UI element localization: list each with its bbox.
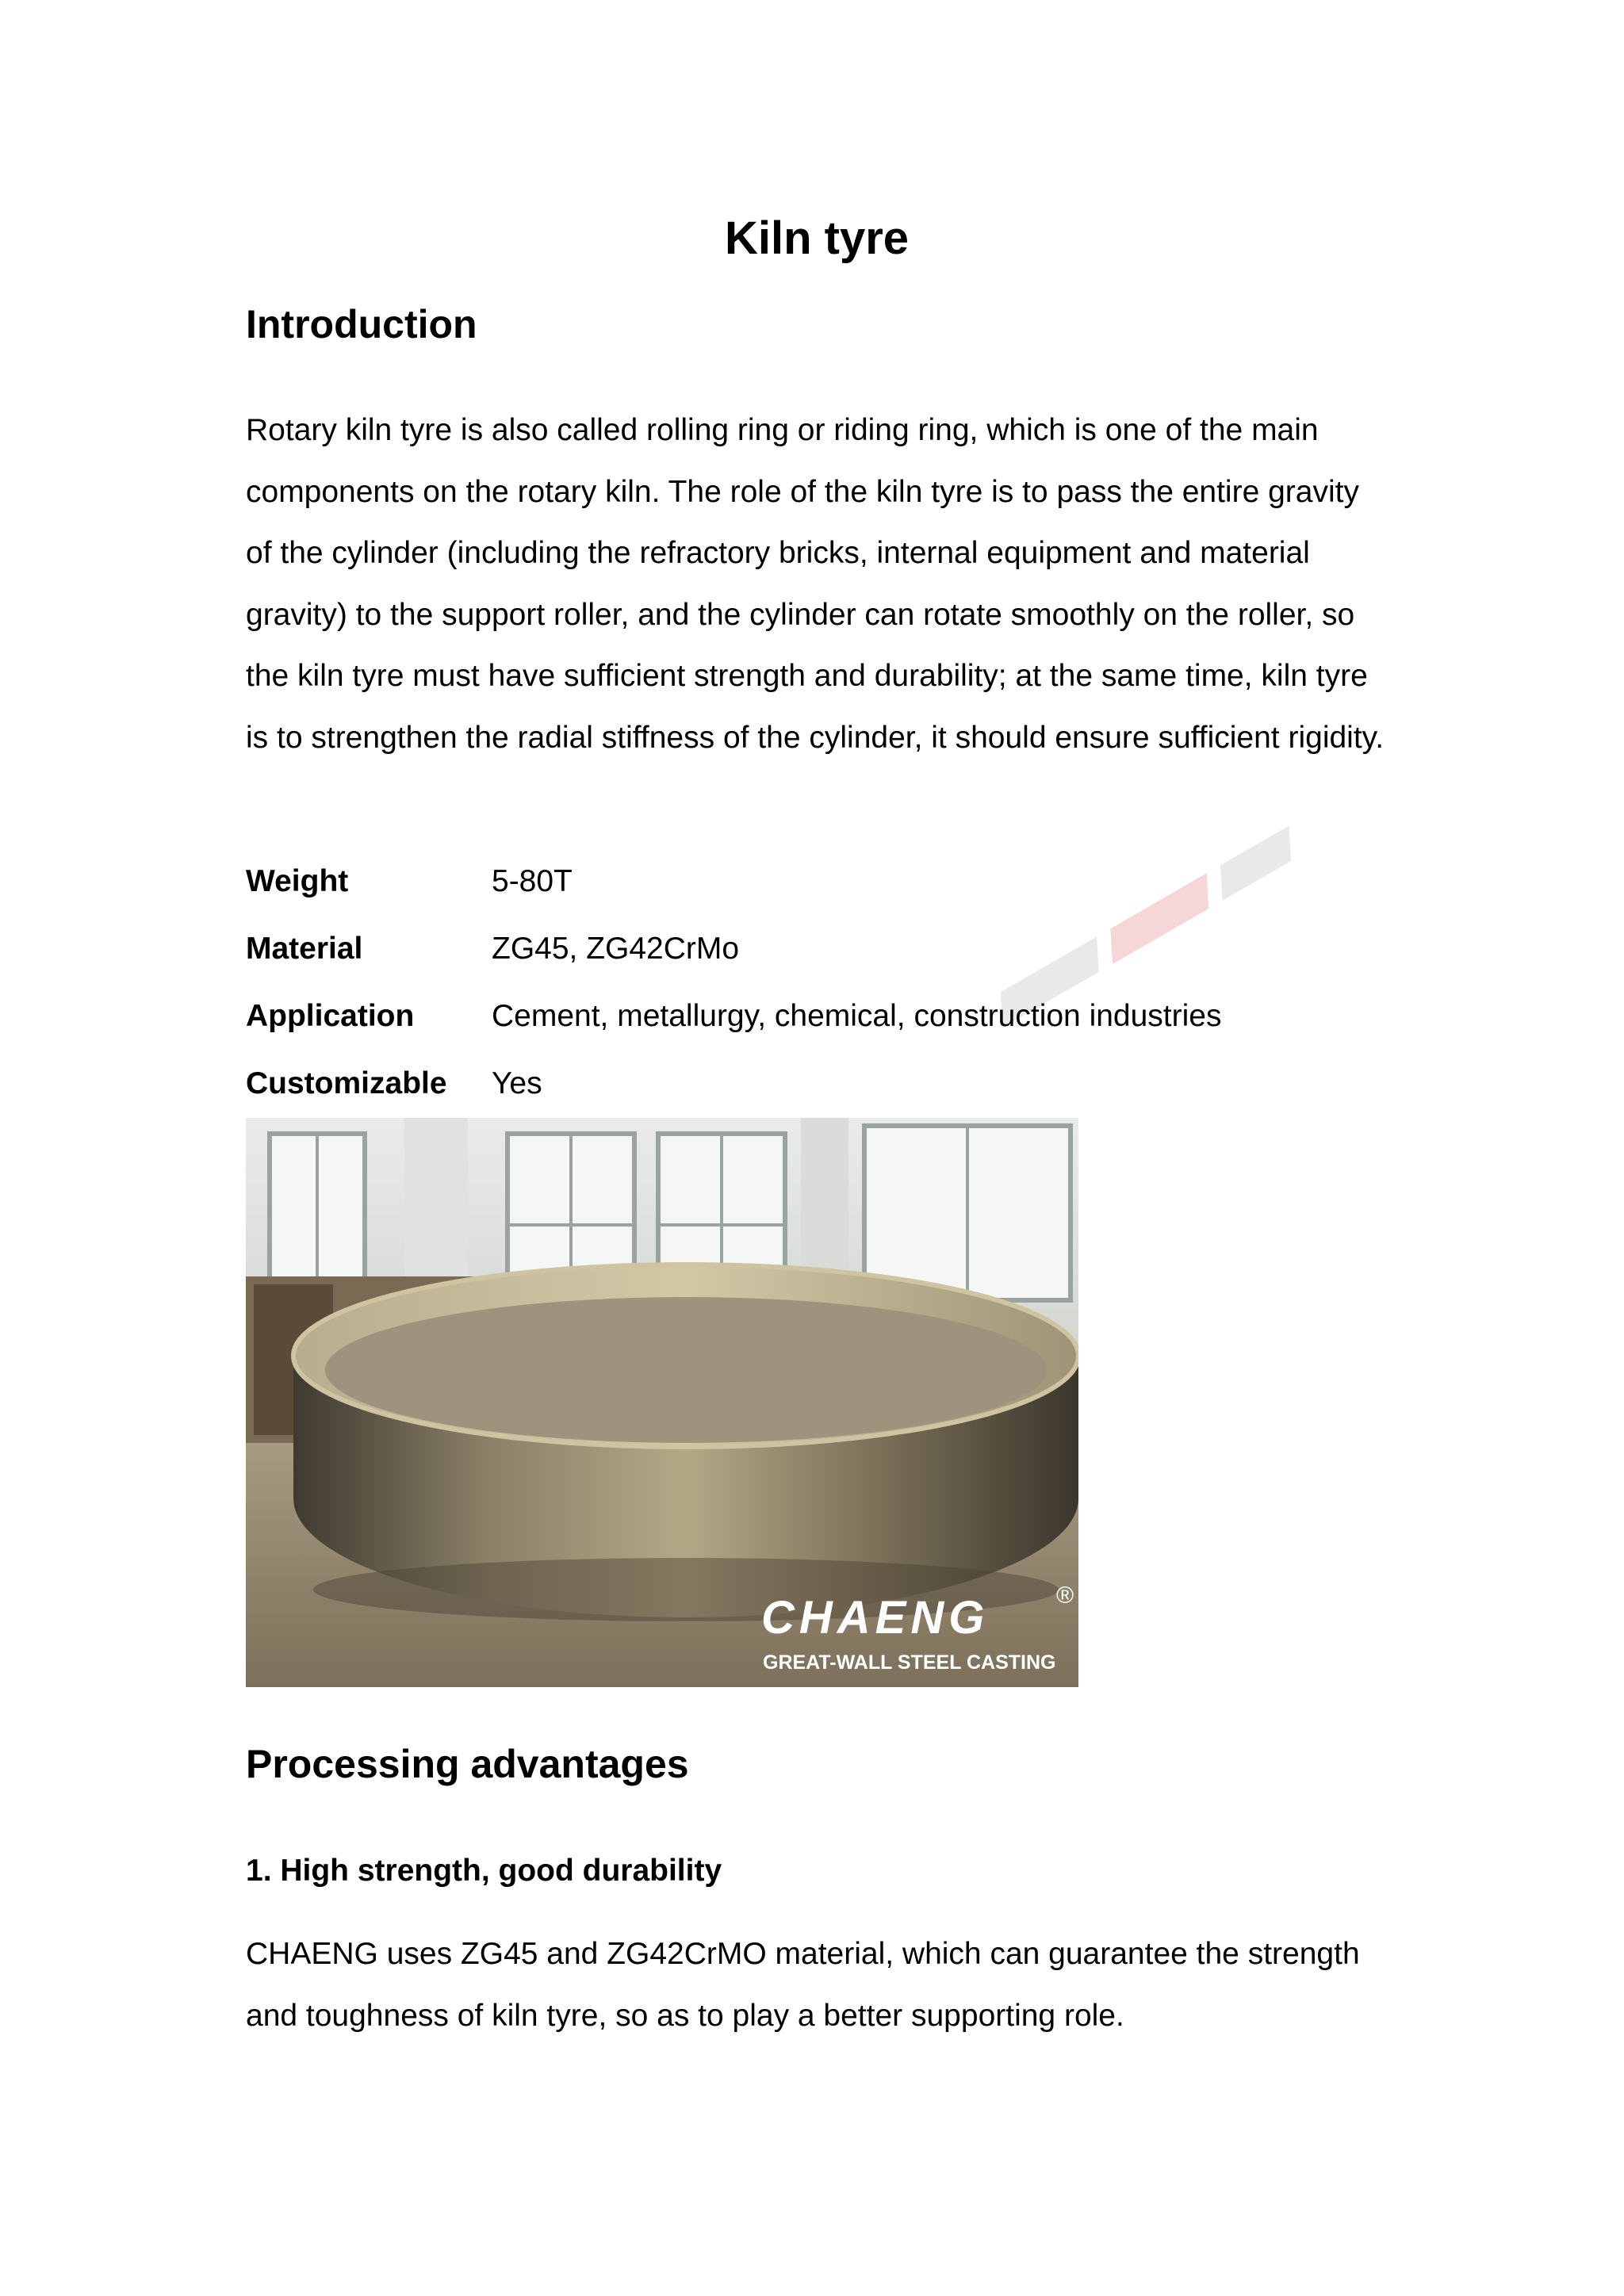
advantage-text: CHAENG uses ZG45 and ZG42CrMO material, which can guarantee the strength and toughness of kiln tyre, so as to play a better supporting role.	[246, 1937, 1360, 2033]
logo-brand: CHAENG	[761, 1592, 990, 1644]
introduction-heading: Introduction	[246, 302, 477, 346]
logo-registered: ®	[1056, 1582, 1074, 1609]
spec-key: Material	[246, 931, 363, 966]
page-title: Kiln tyre	[724, 212, 910, 264]
spec-value: ZG45, ZG42CrMo	[492, 931, 740, 966]
spec-row-customizable	[246, 1050, 1388, 1117]
spec-row-weight	[246, 848, 1388, 915]
introduction-paragraph: Rotary kiln tyre is also called rolling ring or riding ring, which is one of the main components on the rotary kiln. The role of the kiln tyre is to pass the entire gravity of the cylinder (including the refractory bricks, internal equipment and material gravity) to the support roller, and the cylinder can rotate smoothly on the roller, so the kiln tyre must have sufficient strength and durability; at the same time, kiln tyre is to strengthen the radial stiffness of the cylinder, it should ensure sufficient rigidity.	[246, 413, 1385, 755]
kiln-tyre-illustration	[246, 1118, 1078, 1687]
spec-value: Cement, metallurgy, chemical, construction industries	[492, 998, 1222, 1033]
logo-tagline: GREAT-WALL STEEL CASTING	[763, 1651, 1056, 1674]
spec-key: Application	[246, 998, 415, 1033]
spec-key: Weight	[246, 863, 349, 898]
spec-row-application	[246, 982, 1388, 1050]
spec-key: Customizable	[246, 1066, 447, 1100]
advantage-title: 1. High strength, good durability	[246, 1854, 722, 1888]
kiln-tyre-photo	[246, 1118, 1078, 1687]
processing-advantages-heading: Processing advantages	[246, 1742, 689, 1786]
spec-table	[246, 848, 1388, 1117]
spec-row-material	[246, 915, 1388, 982]
spec-value: Yes	[492, 1066, 542, 1100]
spec-value: 5-80T	[492, 863, 573, 898]
